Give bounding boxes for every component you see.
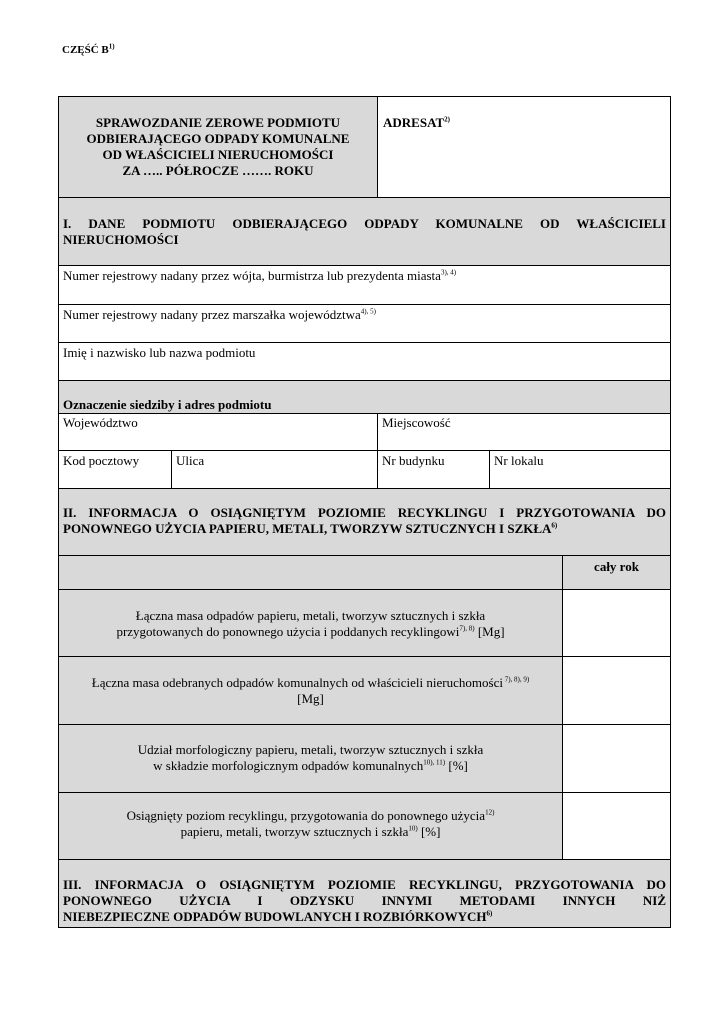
report-title: SPRAWOZDANIE ZEROWE PODMIOTU ODBIERAJĄCEGO ODPADY KOMUNALNE OD WŁAŚCICIELI NIERUCHOMOŚCI ZA ….. PÓŁROCZE ……. ROKU (86, 115, 350, 178)
postal-code-label: Kod pocztowy (63, 453, 140, 468)
premises-no-label: Nr lokalu (494, 453, 544, 468)
street-label: Ulica (176, 453, 205, 468)
recycling-level-label: Osiągnięty poziom recyklingu, przygotowania do ponownego użycia$^{12)}$ papieru, metali, tworzyw sztucznych i szkła$^{10)}$ [%] (126, 808, 495, 839)
address-row (59, 451, 670, 489)
voivodeship-field[interactable] (59, 414, 377, 450)
recycled-mass-input[interactable] (562, 590, 670, 656)
postal-code-field[interactable] (59, 451, 171, 488)
section-2-heading: II. INFORMACJA O OSIĄGNIĘTYM POZIOMIE RECYKLINGU I PRZYGOTOWANIA DO PONOWNEGO UŻYCIA PAPIERU, METALI, TWORZYW SZTUCZNYCH I SZKŁA$^{6)}$ (59, 489, 670, 556)
addressee-cell[interactable] (377, 97, 670, 197)
column-header-row (59, 556, 670, 590)
recycled-mass-label: Łączna masa odpadów papieru, metali, tworzyw sztucznych i szkła przygotowanych do ponownego użycia i poddanych recyklingowi$^{7), 8)}$ [Mg] (116, 608, 505, 639)
section-1-heading: I. DANE PODMIOTU ODBIERAJĄCEGO ODPADY KOMUNALNE OD WŁAŚCICIELI NIERUCHOMOŚCI (59, 198, 670, 266)
entity-name-field[interactable] (59, 343, 670, 381)
title-row (59, 97, 670, 198)
locality-field[interactable] (377, 414, 670, 450)
recycled-mass-row (59, 590, 670, 657)
reg-number-marszalek-field[interactable] (59, 305, 670, 343)
premises-no-field[interactable] (489, 451, 670, 488)
morphological-share-input[interactable] (562, 725, 670, 792)
building-no-label: Nr budynku (382, 453, 445, 468)
morphological-share-row (59, 725, 670, 793)
recycling-level-row (59, 793, 670, 860)
reg-number-marszalek-label: Numer rejestrowy nadany przez marszałka województwa$^{4), 5)}$ (63, 307, 376, 322)
locality-label: Miejscowość (382, 415, 451, 430)
seat-heading-row (59, 381, 670, 413)
voivodeship-locality-row (59, 413, 670, 451)
reg-number-wojt-label: Numer rejestrowy nadany przez wójta, burmistrza lub prezydenta miasta$^{3), 4)}$ (63, 268, 457, 283)
report-form (58, 96, 671, 928)
voivodeship-label: Województwo (63, 415, 138, 430)
collected-mass-row (59, 657, 670, 725)
collected-mass-label: Łączna masa odebranych odpadów komunalnych od właścicieli nieruchomości $^{7), 8), 9)}$ [Mg] (91, 675, 530, 706)
whole-year-column-header: cały rok (562, 556, 670, 589)
recycling-level-input[interactable] (562, 793, 670, 859)
addressee-label: ADRESAT$^{2)}$ (383, 115, 451, 130)
seat-heading: Oznaczenie siedziby i adres podmiotu (63, 397, 272, 412)
building-no-field[interactable] (377, 451, 489, 488)
section-3-heading: III. INFORMACJA O OSIĄGNIĘTYM POZIOMIE RECYKLINGU, PRZYGOTOWANIA DO PONOWNEGO UŻYCIA I ODZYSKU INNYMI METODAMI INNYCH NIŻ NIEBEZPIECZNE ODPADÓW BUDOWLANYCH I ROZBIÓRKOWYCH$^{6)}$ (59, 860, 670, 927)
reg-number-wojt-field[interactable] (59, 266, 670, 305)
part-label: CZĘŚĆ $B^{1)}$ (62, 42, 115, 56)
collected-mass-input[interactable] (562, 657, 670, 724)
morphological-share-label: Udział morfologiczny papieru, metali, tworzyw sztucznych i szkła w składzie morfologicznym odpadów komunalnych$^{10), 11)}$ [%] (137, 742, 484, 773)
report-title-cell (59, 97, 377, 197)
street-field[interactable] (171, 451, 377, 488)
entity-name-label: Imię i nazwisko lub nazwa podmiotu (63, 345, 256, 360)
